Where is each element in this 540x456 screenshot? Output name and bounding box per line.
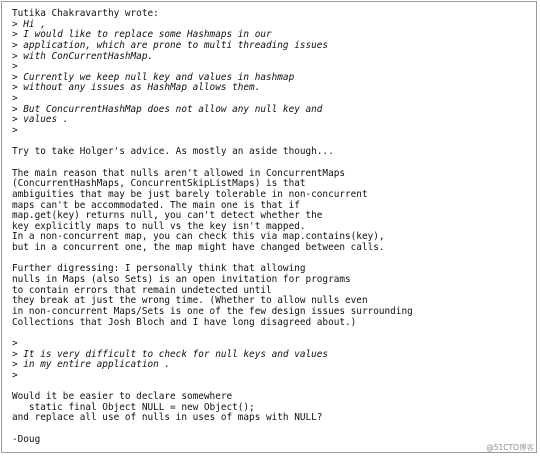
quoted-line: > It is very difficult to check for null keys and values xyxy=(12,348,329,360)
quoted-line: > values . xyxy=(12,114,69,126)
text-line: Further digressing: I personally think that allowing xyxy=(12,263,306,275)
text-line: (ConcurrentHashMaps, ConcurrentSkipListMaps) is that xyxy=(12,178,306,190)
quoted-line: > But ConcurrentHashMap does not allow any null key and xyxy=(12,103,323,115)
text-line xyxy=(12,328,532,339)
quoted-line: > with ConCurrentHashMap. xyxy=(12,50,154,62)
quoted-line: > xyxy=(12,61,18,73)
quoted-line: > xyxy=(12,93,18,105)
text-line: Try to take Holger's advice. As mostly an aside though... xyxy=(12,146,334,158)
text-line: map.get(key) returns null, you can't detect whether the xyxy=(12,210,323,222)
quoted-line: > application, which are prone to multi threading issues xyxy=(12,39,329,51)
text-line: Would it be easier to declare somewhere xyxy=(12,391,233,403)
text-line: they break at just the wrong time. (Whether to allow nulls even xyxy=(12,295,368,307)
watermark: @51CTO博客 xyxy=(486,443,534,452)
quoted-line: > I would like to replace some Hashmaps in our xyxy=(12,29,272,41)
quoted-line: > Currently we keep null key and values in hashmap xyxy=(12,71,295,83)
text-line xyxy=(12,424,532,435)
quoted-line: > xyxy=(12,125,18,137)
text-line: and replace all use of nulls in uses of maps with NULL? xyxy=(12,412,323,424)
quoted-line: > without any issues as HashMap allows them. xyxy=(12,82,261,94)
text-line: ambiguities that may be just barely tolerable in non-concurrent xyxy=(12,188,368,200)
text-line: Tutika Chakravarthy wrote: xyxy=(12,8,159,19)
text-line: key explicitly maps to null vs the key isn't mapped. xyxy=(12,220,306,232)
text-line: in non-concurrent Maps/Sets is one of the few design issues surrounding xyxy=(12,305,413,317)
text-line: to contain errors that remain undetected until xyxy=(12,284,272,296)
text-line xyxy=(12,158,532,169)
text-line: In a non-concurrent map, you can check this via map.contains(key), xyxy=(12,231,385,243)
text-line: but in a concurrent one, the map might have changed between calls. xyxy=(12,242,385,254)
quoted-line: > xyxy=(12,337,18,349)
text-line: static final Object NULL = new Object(); xyxy=(12,401,255,413)
quoted-line: > in my entire application . xyxy=(12,359,171,371)
email-frame xyxy=(1,1,537,453)
text-line: -Doug xyxy=(12,433,41,445)
quoted-line: > xyxy=(12,369,18,381)
quoted-line: > Hi , xyxy=(12,18,46,30)
text-line: Collections that Josh Bloch and I have long disagreed about.) xyxy=(12,316,357,328)
email-body xyxy=(12,9,532,445)
text-line: maps can't be accommodated. The main one is that if xyxy=(12,199,300,211)
text-line: nulls in Maps (also Sets) is an open invitation for programs xyxy=(12,274,351,286)
text-line: The main reason that nulls aren't allowed in ConcurrentMaps xyxy=(12,167,346,179)
